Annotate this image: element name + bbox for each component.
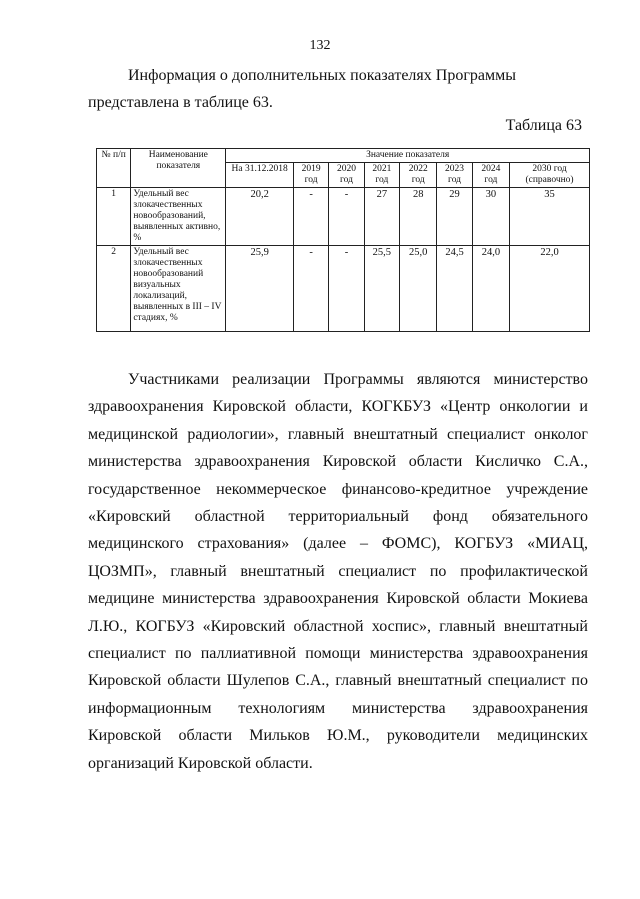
header-year: 2019 год (293, 163, 328, 188)
row-num: 2 (97, 246, 131, 332)
page-number: 132 (309, 38, 331, 53)
table-row (97, 246, 590, 332)
header-year: 2030 год (справочно) (510, 163, 590, 188)
header-year: 2022 год (400, 163, 437, 188)
header-year: 2023 год (437, 163, 472, 188)
row-value: 25,9 (226, 246, 294, 332)
header-name: Наименование показателя (131, 149, 226, 188)
participants-paragraph: Участниками реализации Программы являются министерство здравоохранения Кировской области, КОГКБУЗ «Центр онкологии и медицинской радиологии», главный внештатный специалист онколог министерства здравоохранения Кировской области Кисличко С.А., государственное некоммерческое финансово-кредитное учреждение «Кировский областной территориальный фонд обязательного медицинского страхования» (далее – ФОМС), КОГБУЗ «МИАЦ, ЦОЗМП», главный внештатный специалист по профилактической медицине министерства здравоохранения Кировской области Мокиева Л.Ю., КОГБУЗ «Кировский областной хоспис», главный внештатный специалист по паллиативной помощи министерства здравоохранения Кировской области Шулепов С.А., главный внештатный специалист по информационным технологиям министерства здравоохранения Кировской области Мильков Ю.М., руководители медицинских организаций Кировской области. (88, 371, 588, 772)
row-value: - (293, 188, 328, 246)
table-row (97, 188, 590, 246)
row-value: 29 (437, 188, 472, 246)
row-name: Удельный вес злокачественных новообразований, выявленных активно, % (131, 188, 226, 246)
intro-paragraph: Информация о дополнительных показателях Программы представлена в таблице 63. (88, 67, 516, 111)
row-value: 22,0 (510, 246, 590, 332)
row-value: 25,5 (364, 246, 399, 332)
row-value: 20,2 (226, 188, 294, 246)
row-value: 35 (510, 188, 590, 246)
header-value-group: Значение показателя (226, 149, 590, 163)
header-year: 2024 год (472, 163, 509, 188)
row-value: 27 (364, 188, 399, 246)
row-num: 1 (97, 188, 131, 246)
row-value: 24,0 (472, 246, 509, 332)
row-value: - (293, 246, 328, 332)
row-value: - (329, 188, 364, 246)
row-value: 24,5 (437, 246, 472, 332)
row-value: 30 (472, 188, 509, 246)
indicators-table (96, 148, 590, 332)
header-year: 2021 год (364, 163, 399, 188)
table-label: Таблица 63 (505, 117, 582, 134)
header-year: 2020 год (329, 163, 364, 188)
row-name: Удельный вес злокачественных новообразований визуальных локализаций, выявленных в III – IV стадиях, % (131, 246, 226, 332)
row-value: 25,0 (400, 246, 437, 332)
row-value: 28 (400, 188, 437, 246)
row-value: - (329, 246, 364, 332)
header-num: № п/п (97, 149, 131, 188)
header-year: На 31.12.2018 (226, 163, 294, 188)
